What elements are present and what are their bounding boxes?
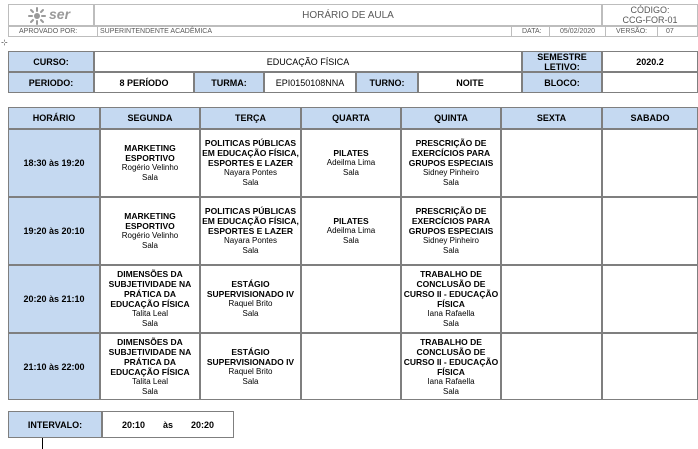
header-segunda: SEGUNDA [100,107,200,129]
class-cell: PILATES Adeilma Lima Sala [301,197,401,265]
turma-label: TURMA: [194,72,264,93]
interval-label: INTERVALO: [8,411,102,438]
class-cell: POLITICAS PÚBLICAS EM EDUCAÇÃO FÍSICA, ESPORTES E LAZER Nayara Pontes Sala [200,129,301,197]
curso-value: EDUCAÇÃO FÍSICA [94,51,522,72]
class-cell [602,129,698,197]
bloco-value [602,72,698,93]
time-slot: 19:20 às 20:10 [8,197,100,265]
code-value: CCG-FOR-01 [622,15,678,25]
document-title: HORÁRIO DE AULA [94,4,602,26]
class-cell [602,333,698,400]
approved-label: APROVADO POR: [19,28,78,35]
header-terca: TERÇA [200,107,301,129]
interval-sep: às [162,419,173,430]
class-cell [501,197,602,265]
date-value: 05/02/2020 [549,27,595,36]
class-cell: TRABALHO DE CONCLUSÃO DE CURSO II - EDUCAÇÃO FÍSICA Iana Rafaella Sala [401,333,501,400]
header-horario: HORÁRIO [8,107,100,129]
code-box [602,4,698,26]
class-cell: PRESCRIÇÃO DE EXERCÍCIOS PARA GRUPOS ESPECIAIS Sidney Pinheiro Sala [401,129,501,197]
header-quarta: QUARTA [301,107,401,129]
class-cell: PRESCRIÇÃO DE EXERCÍCIOS PARA GRUPOS ESPECIAIS Sidney Pinheiro Sala [401,197,501,265]
turno-value: NOITE [418,72,522,93]
header-quinta: QUINTA [401,107,501,129]
time-slot: 20:20 às 21:10 [8,265,100,333]
bloco-label: BLOCO: [522,72,602,93]
class-cell: PILATES Adeilma Lima Sala [301,129,401,197]
time-slot: 18:30 às 19:20 [8,129,100,197]
move-handle-icon[interactable]: ⊹ [1,38,8,47]
ser-logo-icon [27,6,47,26]
approval-row [8,26,698,37]
class-cell [501,333,602,400]
header-sabado: SABADO [602,107,698,129]
class-cell: MARKETING ESPORTIVO Rogério Velinho Sala [100,129,200,197]
periodo-label: PERIODO: [8,72,94,93]
code-label: CÓDIGO: [630,5,670,15]
time-slot: 21:10 às 22:00 [8,333,100,400]
header-sexta: SEXTA [501,107,602,129]
class-cell [602,197,698,265]
class-cell: POLITICAS PÚBLICAS EM EDUCAÇÃO FÍSICA, ESPORTES E LAZER Nayara Pontes Sala [200,197,301,265]
approved-value: SUPERINTENDENTE ACADÊMICA [97,27,212,36]
class-cell: ESTÁGIO SUPERVISIONADO IV Raquel Brito Sala [200,333,301,400]
version-value: 07 [657,27,674,36]
interval-start: 20:10 [121,419,146,430]
class-cell [501,129,602,197]
periodo-value: 8 PERÍODO [94,72,194,93]
class-cell [602,265,698,333]
class-cell: DIMENSÕES DA SUBJETIVIDADE NA PRÁTICA DA EDUCAÇÃO FÍSICA Talita Leal Sala [100,265,200,333]
logo [8,4,94,26]
class-cell [301,333,401,400]
interval-end: 20:20 [190,419,214,430]
version-label: VERSÃO: [605,27,647,36]
class-cell [501,265,602,333]
class-cell: DIMENSÕES DA SUBJETIVIDADE NA PRÁTICA DA EDUCAÇÃO FÍSICA Talita Leal Sala [100,333,200,400]
turma-value: EPI0150108NNA [264,72,356,93]
interval-times [102,411,234,438]
class-cell [301,265,401,333]
curso-label: CURSO: [8,51,94,72]
class-cell: MARKETING ESPORTIVO Rogério Velinho Sala [100,197,200,265]
class-cell: TRABALHO DE CONCLUSÃO DE CURSO II - EDUCAÇÃO FÍSICA Iana Rafaella Sala [401,265,501,333]
turno-label: TURNO: [356,72,418,93]
text-cursor [42,438,43,449]
date-label: DATA: [511,27,542,36]
class-cell: ESTÁGIO SUPERVISIONADO IV Raquel Brito Sala [200,265,301,333]
semestre-value: 2020.2 [602,51,698,72]
logo-text: ser [49,6,71,22]
semestre-label: SEMESTRE LETIVO: [522,51,602,72]
